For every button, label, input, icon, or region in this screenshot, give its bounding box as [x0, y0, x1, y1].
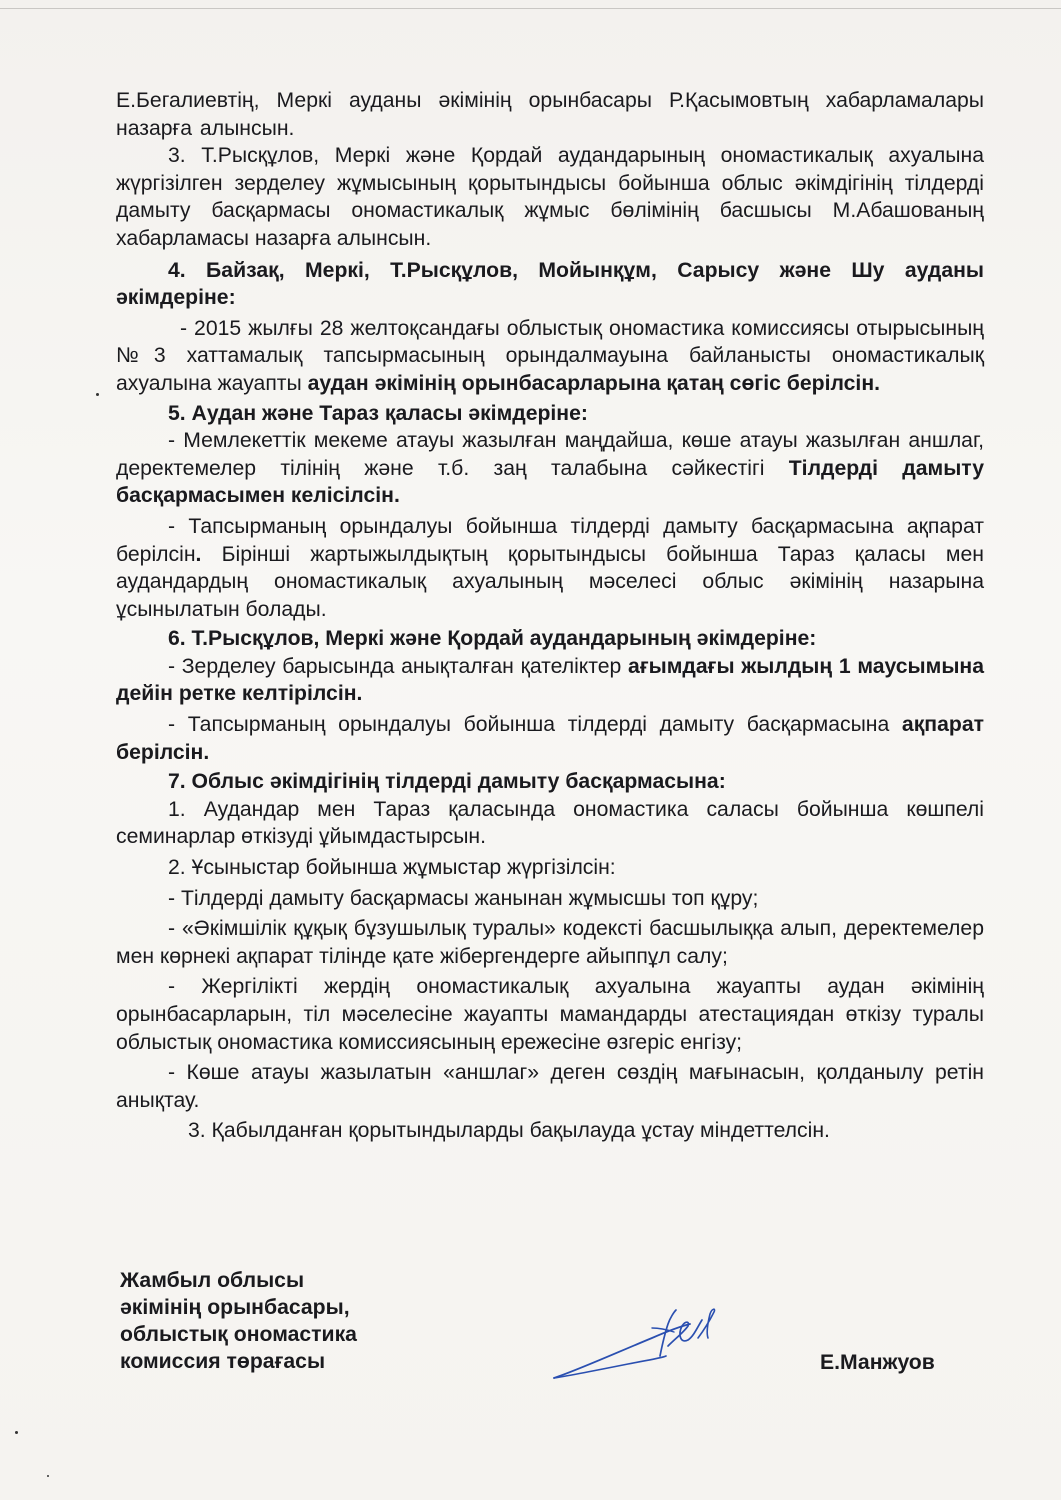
paragraph-text: - Тілдерді дамыту басқармасы жанынан жұмысшы топ құру;: [168, 886, 759, 910]
paragraph-5b: [116, 513, 984, 623]
section-heading-5: [116, 400, 984, 428]
paragraph-text: - Жергілікті жердің ономастикалық ахуалына жауапты аудан әкімінің орынбасарларын, тіл мәселесіне жауапты мамандарды атестациядан өткізу туралы облыстық ономастика комиссиясының ережесіне өзгеріс енгізу;: [116, 975, 984, 1054]
paragraph-5a: [116, 427, 984, 510]
paragraph-bold-text: ағымдағы жылдың 1 маусымына дейін ретке келтірілсін.: [116, 654, 985, 706]
paragraph-text: Е.Бегалиевтің, Меркі ауданы әкімінің орынбасары Р.Қасымовтың хабарламалары назарға алынсын.: [116, 89, 984, 140]
paragraph-bold-text: .: [195, 542, 202, 566]
scan-speck: [96, 393, 99, 396]
signatory-title: [120, 1267, 440, 1375]
paragraph-7-7: [116, 1117, 984, 1145]
paragraph-7-1: [116, 796, 984, 851]
paragraph-bold-text: аудан әкімінің орынбасарларына қатаң сөгіс берілсін.: [307, 371, 881, 395]
heading-text: 6. Т.Рысқұлов, Меркі және Қордай аудандарының әкімдеріне:: [168, 627, 817, 651]
paragraph-text: - Көше атауы жазылатын «аншлаг» деген сөздің мағынасын, қолданылу ретін анықтау.: [116, 1061, 984, 1112]
paragraph-7-6: [116, 1059, 984, 1114]
section-heading-7: [116, 768, 984, 796]
paragraph-bold-text: ақпарат берілсін.: [116, 713, 984, 764]
heading-text: 4. Байзақ, Меркі, Т.Рысқұлов, Мойынқұм, Сарысу және Шу ауданы әкімдеріне:: [116, 258, 984, 310]
paragraph-6a: [116, 653, 984, 708]
paragraph-text: - Зерделеу барысында анықталған қателіктер: [168, 654, 629, 678]
paragraph-continued: [116, 87, 984, 142]
paragraph-4: [116, 315, 984, 398]
scan-speck: [47, 1475, 49, 1477]
signer-name: Е.Манжуов: [820, 1351, 935, 1374]
paragraph-7-3: [116, 885, 984, 913]
paragraph-text: - Мемлекеттік мекеме атауы жазылған маңдайша, көше атауы жазылған аншлаг, деректемелер тілінің және т.б. заң талабына сәйкестігі: [116, 429, 984, 480]
handwritten-signature: [548, 1298, 728, 1388]
paragraph-text: 2. Ұсыныстар бойынша жұмыстар жүргізілсін:: [168, 856, 616, 880]
paragraph-text: 3. Қабылданған қорытындыларды бақылауда ұстау міндеттелсін.: [188, 1119, 830, 1143]
top-rule: [0, 8, 1061, 9]
paragraph-7-4: [116, 915, 984, 970]
section-heading-4: [116, 257, 984, 312]
paragraph-text: 3. Т.Рысқұлов, Меркі және Қордай аудандарының ономастикалық ахуалына жүргізілген зерделеу жұмысының қорытындысы бойынша облыс әкімдігінің тілдерді дамыту басқармасы ономастикалық жұмыс бөлімінің басшысы М.Абашованың хабарламасы назарға алынсын.: [116, 144, 984, 250]
paragraph-item-3: [116, 142, 984, 252]
paragraph-text: - 2015 жылғы 28 желтоқсандағы облыстық ономастика комиссиясы отырысының №3 хаттамалық тапсырмасының орындалмауына байланысты ономастикалық ахуалына жауапты: [116, 316, 984, 395]
section-heading-6: [116, 625, 984, 653]
heading-text: 7. Облыс әкімдігінің тілдерді дамыту басқармасына:: [168, 770, 726, 794]
paragraph-text: - «Әкімшілік құқық бұзушылық туралы» кодексті басшылыққа алып, деректемелер мен көрнекі ақпарат тілінде қате жібергендерге айыппұл салу;: [116, 917, 984, 968]
paragraph-7-2: [116, 854, 984, 882]
signatory-title-line: комиссия төрағасы: [120, 1350, 326, 1373]
paragraph-text: Бірінші жартыжылдықтың қорытындысы бойынша Тараз қаласы мен аудандардың ономастикалық ахуалының мәселесі облыс әкімінің назарына ұсынылатын болады.: [116, 542, 984, 621]
paragraph-text: - Тапсырманың орындалуы бойынша тілдерді дамыту басқармасына: [168, 713, 902, 737]
heading-text: 5. Аудан және Тараз қаласы әкімдеріне:: [168, 401, 588, 425]
paragraph-text: - Тапсырманың орындалуы бойынша тілдерді дамыту басқармасына ақпарат берілсін: [116, 514, 984, 566]
paragraph-7-5: [116, 973, 984, 1056]
signatory-title-line: облыстық ономастика: [120, 1323, 357, 1346]
paragraph-6b: [116, 711, 984, 766]
document-body: [116, 87, 984, 1145]
scan-speck: [15, 1431, 18, 1434]
paragraph-bold-text: Тілдерді дамыту басқармасымен келісілсін.: [116, 456, 984, 508]
paragraph-text: 1. Аудандар мен Тараз қаласында ономастика саласы бойынша көшпелі семинарлар өткізуді ұйымдастырсын.: [116, 797, 984, 849]
signatory-title-line: Жамбыл облысы: [120, 1269, 305, 1292]
signatory-title-line: әкімінің орынбасары,: [120, 1296, 350, 1319]
